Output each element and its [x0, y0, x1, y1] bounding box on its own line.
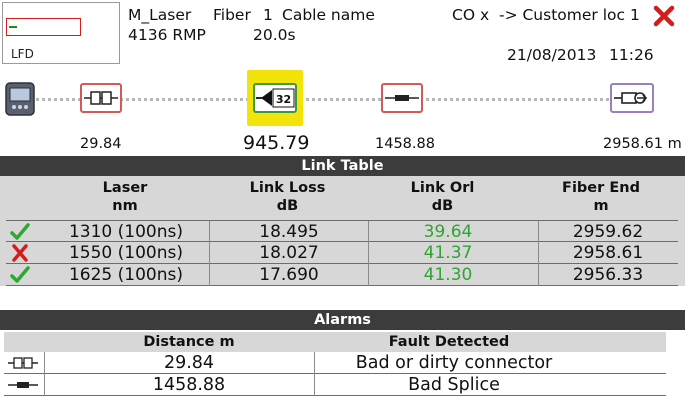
laser-cell: 1550 (100ns)	[68, 243, 183, 263]
lfd-label: LFD	[11, 47, 34, 61]
link-loss-cell: 17.690	[259, 265, 319, 285]
col-header-link-orl: Link Orl dB	[410, 180, 475, 214]
alarms-header-row	[4, 332, 666, 352]
splitter-node-frame	[253, 83, 297, 113]
alarm-distance-cell: 1458.88	[152, 375, 226, 395]
alarm-row[interactable]	[4, 352, 666, 374]
test-time: 11:26	[609, 46, 654, 64]
otdr-device-icon	[4, 80, 36, 118]
alarm-distance-cell: 29.84	[163, 353, 215, 373]
connector-event-node[interactable]	[80, 83, 122, 113]
close-icon	[652, 4, 676, 28]
lfd-trace-window	[6, 18, 81, 36]
splice-icon	[7, 378, 39, 392]
alarms-table	[0, 330, 685, 402]
link-table-title: Link Table	[0, 156, 685, 176]
link-table-row[interactable]	[6, 264, 678, 286]
link-orl-cell: 41.30	[423, 265, 473, 285]
col-header-link-loss: Link Loss dB	[249, 180, 326, 214]
test-date: 21/08/2013	[507, 46, 597, 64]
cable-name: Cable name	[282, 6, 375, 24]
splitter-distance: 945.79	[243, 132, 310, 154]
pass-check-icon	[10, 223, 30, 241]
alarm-fault-cell: Bad or dirty connector	[355, 353, 553, 373]
col-header-fault: Fault Detected	[388, 334, 510, 350]
splitter-icon	[255, 85, 295, 111]
col-header-fiber-end: Fiber End m	[562, 180, 640, 214]
laser-cell: 1625 (100ns)	[68, 265, 183, 285]
fiber-end-distance: 2958.61 m	[603, 136, 682, 152]
link-orl-cell: 41.37	[423, 243, 473, 263]
fiber-end-cell: 2956.33	[572, 265, 644, 285]
fiber-end-cell: 2959.62	[572, 222, 644, 242]
splitter-event-node[interactable]	[247, 70, 303, 126]
pass-check-icon	[10, 266, 30, 284]
link-map	[0, 68, 685, 156]
header	[0, 0, 685, 68]
fiber-label: Fiber	[213, 6, 251, 24]
close-button[interactable]	[652, 4, 676, 28]
connector-icon	[82, 85, 120, 111]
instrument-id: 4136 RMP	[128, 26, 206, 44]
link-table	[0, 176, 685, 286]
link-loss-cell: 18.495	[259, 222, 319, 242]
connector-distance: 29.84	[80, 136, 122, 152]
fiber-end-icon	[612, 85, 652, 111]
alarm-fault-cell: Bad Splice	[408, 375, 500, 395]
splice-distance: 1458.88	[375, 136, 435, 152]
connector-icon	[7, 356, 39, 370]
col-header-distance: Distance m	[143, 334, 235, 350]
lfd-trace-thumbnail[interactable]	[2, 2, 120, 64]
fiber-line	[36, 98, 645, 101]
link-table-row[interactable]	[6, 220, 678, 242]
alarm-row[interactable]	[4, 374, 666, 396]
trace-line	[9, 26, 17, 28]
fiber-end-cell: 2958.61	[572, 243, 644, 263]
acquisition-duration: 20.0s	[253, 26, 296, 44]
fiber-number: 1	[263, 6, 273, 24]
fail-cross-icon	[10, 244, 30, 262]
route-label: CO x -> Customer loc 1	[452, 6, 640, 24]
link-loss-cell: 18.027	[259, 243, 319, 263]
splice-event-node[interactable]	[381, 83, 423, 113]
fiber-end-event-node[interactable]	[610, 83, 654, 113]
col-header-laser: Laser nm	[102, 180, 148, 214]
alarms-title: Alarms	[0, 310, 685, 330]
link-orl-cell: 39.64	[423, 222, 473, 242]
splice-icon	[383, 85, 421, 111]
splitter-ratio-label: 32	[275, 93, 292, 106]
test-name: M_Laser	[128, 6, 192, 24]
link-table-row[interactable]	[6, 242, 678, 264]
laser-cell: 1310 (100ns)	[68, 222, 183, 242]
